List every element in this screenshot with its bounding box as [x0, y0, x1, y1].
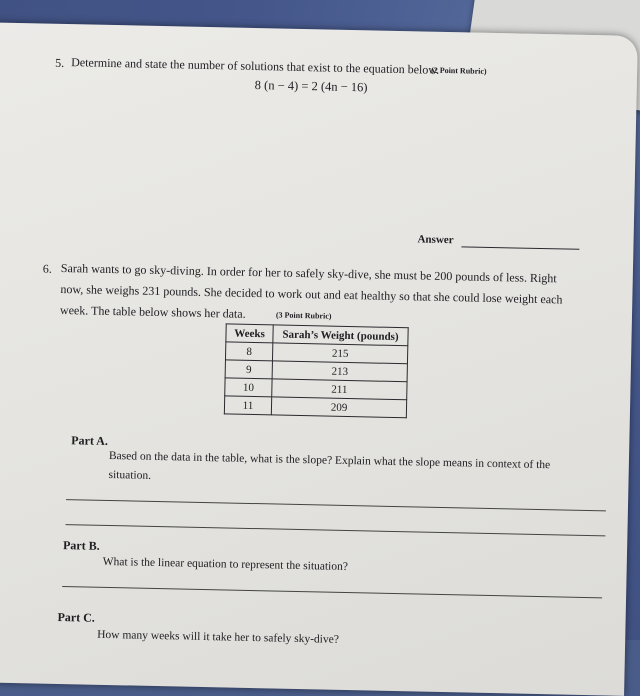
table-cell-weight: 211 [272, 379, 407, 400]
q5-answer-label: Answer [417, 233, 454, 247]
table-cell-weight: 213 [272, 361, 407, 382]
q5-answer-line[interactable] [461, 246, 579, 249]
table-cell-weeks: 8 [225, 342, 272, 361]
q5-equation: 8 (n − 4) = 2 (4n − 16) [254, 77, 368, 95]
q6-line-3: week. The table below shows her data. [59, 302, 246, 321]
part-a-line-1: Based on the data in the table, what is the slope? Explain what the slope means in context of the [108, 450, 551, 472]
table-cell-weight: 209 [271, 397, 406, 418]
part-a-answer-line-1[interactable] [66, 499, 606, 511]
table-cell-weight: 215 [272, 343, 407, 364]
q6-line-2: now, she weighs 231 pounds. She decided to work out and eat healthy so that she could lose weight each [60, 281, 563, 307]
part-a-answer-line-2[interactable] [65, 524, 605, 536]
part-a-title: Part A. [71, 433, 109, 448]
part-b-title: Part B. [62, 538, 100, 553]
table-header-weight: Sarah’s Weight (pounds) [273, 325, 408, 346]
table-header-weeks: Weeks [226, 324, 273, 343]
part-b-text: What is the linear equation to represent the situation? [102, 555, 349, 574]
q6-number: 6. [42, 261, 52, 276]
q6-rubric: (3 Point Rubric) [275, 310, 332, 321]
part-a-line-2: situation. [108, 469, 152, 482]
q6-line-1: Sarah wants to go sky-diving. In order for her to safely sky-dive, she must be 200 pounds of less. Right [60, 260, 557, 286]
table-cell-weeks: 9 [225, 360, 272, 379]
part-b-answer-line[interactable] [62, 586, 602, 598]
q5-text: Determine and state the number of solutions that exist to the equation below. [71, 55, 440, 77]
part-c-text: How many weeks will it take her to safely sky-dive? [97, 628, 340, 646]
part-c-title: Part C. [57, 609, 96, 625]
q5-rubric: (2 Point Rubric) [430, 65, 487, 76]
table-cell-weeks: 11 [224, 396, 271, 415]
table-cell-weeks: 10 [225, 378, 272, 397]
table-row [224, 396, 406, 418]
q5-number: 5. [55, 55, 65, 70]
worksheet-paper [0, 22, 638, 696]
weight-table [224, 323, 409, 418]
